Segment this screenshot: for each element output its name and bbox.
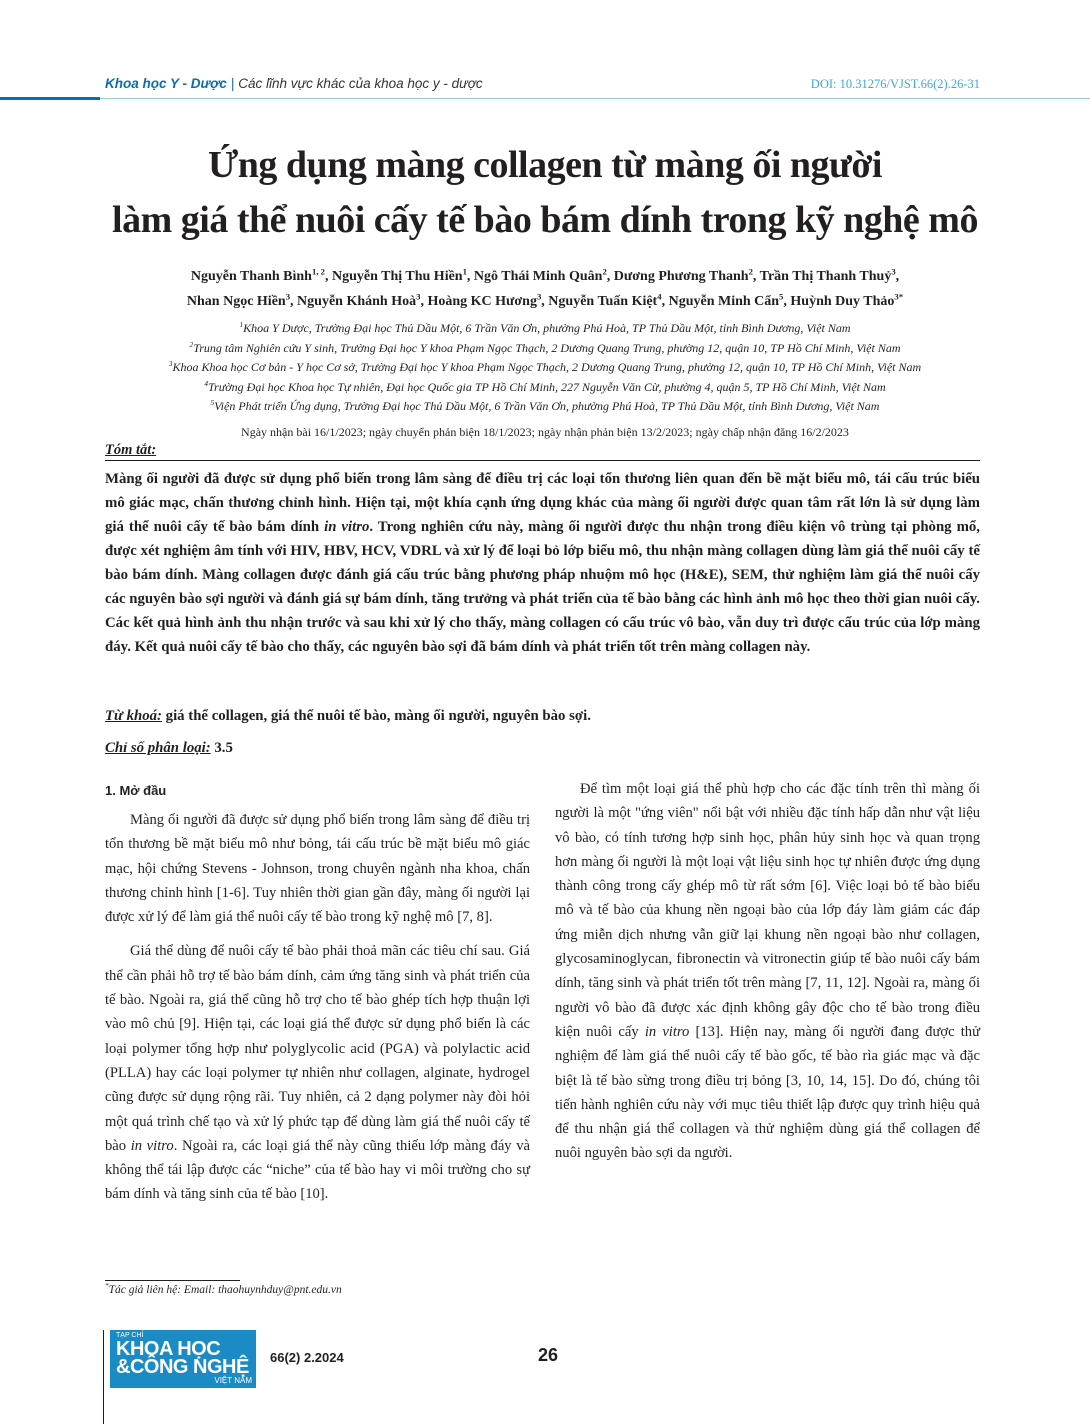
affiliation <box>60 319 1030 339</box>
keywords-text: giá thể collagen, giá thể nuôi tế bào, màng ối người, nguyên bào sợi. <box>165 708 591 724</box>
author-sup: 3 <box>285 291 291 302</box>
title-line-1: Ứng dụng màng collagen từ màng ối người <box>208 144 882 186</box>
affiliation-sup: 4 <box>204 378 209 388</box>
affiliation-list <box>60 319 1030 417</box>
abstract-text-part: . Trong nghiên cứu này, màng ối người được thu nhận trong điều kiện vô trùng tại phòng mổ, được xét nghiệm âm tính với HIV, HBV, HCV, VDRL và xử lý để loại bỏ lớp biểu mô, thu nhận màng collagen dùng làm giá thể nuôi cấy tế bào bám dính. Màng collagen được đánh giá cấu trúc bằng phương pháp nhuộm mô học (H&E), SEM, thử nghiệm làm giá thể nuôi cấy các nguyên bào sợi người và đánh giá sự bám dính, tăng trưởng và phát triển của tế bào bằng các hình ảnh mô học theo thời gian nuôi cấy. Các kết quả hình ảnh thu nhận trước và sau khi xử lý cho thấy, màng collagen có cấu trúc vô bào, vẫn duy trì được cấu trúc của lớp màng đáy. Kết quả nuôi cấy tế bào cho thấy, các nguyên bào sợi đã bám dính và phát triển tốt trên màng collagen này. <box>105 519 980 655</box>
author-sup: 2 <box>602 266 607 277</box>
author-sup: 3 <box>891 266 896 277</box>
paragraph-text: Giá thể dùng để nuôi cấy tế bào phải thoả mãn các tiêu chí sau. Giá thể cần phải hỗ trợ tế bào bám dính, cảm ứng tăng sinh và phát triển của tế bào. Ngoài ra, giá thể cũng hỗ trợ cho tế bào ghép tích hợp thuận lợi vào mô chủ [9]. Hiện tại, các loại giá thể được sử dụng phổ biến là các loại polymer tổng hợp như polyglycolic acid (PGA) và polylactic acid (PLLA) hay các loại polymer tự nhiên như collagen, alginate, hydrogel cũng được sử dụng rộng rãi. Tuy nhiên, cả 2 dạng polymer này đòi hỏi một quá trình chế tạo và xử lý phức tạp để dùng làm giá thể nuôi cấy tế bào <box>105 943 530 1154</box>
author-sup: 1 <box>462 266 467 277</box>
author-sup: 3* <box>894 291 904 302</box>
body-column-left <box>105 808 530 1217</box>
body-paragraph: Màng ối người đã được sử dụng phổ biến trong lâm sàng để điều trị tổn thương bề mặt biểu mô như bỏng, tái cấu trúc bề mặt biểu mô giác mạc, hội chứng Stevens - Johnson, trong chuyên ngành nha khoa, chấn thương chỉnh hình [1-6]. Tuy nhiên thời gian gần đây, màng ối người lại được xử lý để làm giá thể nuôi cấy tế bào trong kỹ nghệ mô [7, 8]. <box>105 812 530 926</box>
affiliation <box>60 378 1030 398</box>
author-line-1: Nguyễn Thanh Bình$^{1, 2}$, Nguyễn Thị Thu Hiền$^1$, Ngô Thái Minh Quân$^2$, Dương Phương Thanh$^2$, Trần Thị Thanh Thuỷ$^3$, <box>190 266 900 284</box>
affiliation <box>60 397 1030 417</box>
footnote-rule <box>105 1280 240 1281</box>
author-sup: 3 <box>416 291 421 302</box>
header-journal-section: Khoa học Y - Dược <box>105 76 227 91</box>
author: Nguyễn Thanh Bình <box>190 269 312 284</box>
journal-logo <box>110 1330 256 1388</box>
author: Nguyễn Tuấn Kiệt <box>548 294 658 309</box>
page-number: 26 <box>538 1345 559 1365</box>
affiliation-text: Khoa Khoa học Cơ bản - Y học Cơ sở, Trường Đại học Y khoa Phạm Ngọc Thạch, 2 Dương Quang Trung, phường 12, quận 10, TP Hồ Chí Minh, Việt Nam <box>172 360 922 374</box>
author: Nhan Ngọc Hiền <box>186 294 286 309</box>
section-heading: 1. Mở đầu <box>105 783 167 798</box>
paragraph-italic: in vitro <box>644 1023 690 1040</box>
logo-line-1: KHOA HỌC <box>116 1338 221 1360</box>
author: Huỳnh Duy Thảo <box>790 294 895 309</box>
author: Nguyễn Khánh Hoà <box>297 294 417 309</box>
received-dates: Ngày nhận bài 16/1/2023; ngày chuyển phản biện 18/1/2023; ngày nhận phản biện 13/2/2023; ngày chấp nhận đăng 16/2/2023 <box>241 425 849 439</box>
author: Nguyễn Minh Cẩn <box>668 294 780 309</box>
affiliation-sup: 2 <box>189 339 194 349</box>
abstract-text-part: Màng ối người đã được sử dụng phổ biến trong lâm sàng để điều trị các loại tổn thương liên quan đến bề mặt biểu mô, tái cấu trúc biểu mô giác mạc, chấn thương chỉnh hình. Hiện tại, một khía cạnh ứng dụng khác của màng ối người được quan tâm rất lớn là sử dụng làm giá thể nuôi cấy tế bào bám dính <box>105 471 980 535</box>
affiliation-text: Trung tâm Nghiên cứu Y sinh, Trường Đại học Y khoa Phạm Ngọc Thạch, 2 Dương Quang Trung, phường 12, quận 10, TP Hồ Chí Minh, Việt Nam <box>193 340 901 355</box>
doi-link[interactable]: DOI: 10.31276/VJST.66(2).26-31 <box>810 77 980 91</box>
author: Nguyễn Thị Thu Hiền <box>331 269 463 284</box>
affiliation-sup: 5 <box>210 398 215 407</box>
header-separator: | <box>230 76 235 91</box>
header-section <box>105 76 483 91</box>
author: Ngô Thái Minh Quân <box>473 269 603 284</box>
header-subsection: Các lĩnh vực khác của khoa học y - dược <box>238 76 483 91</box>
logo-country: VIỆT NAM <box>214 1376 252 1385</box>
affiliation-text: Trường Đại học Khoa học Tự nhiên, Đại học Quốc gia TP Hồ Chí Minh, 227 Nguyễn Văn Cừ, phường 4, quận 5, TP Hồ Chí Minh, Việt Nam <box>208 379 886 394</box>
affiliation-text: Khoa Y Dược, Trường Đại học Thủ Dầu Một, 6 Trần Văn Ơn, phường Phú Hoà, TP Thủ Dầu Một, tỉnh Bình Dương, Việt Nam <box>243 321 851 335</box>
abstract-text <box>105 467 980 659</box>
keywords-label: Từ khoá: <box>105 708 162 724</box>
footnote-text: Tác giả liên hệ: Email: thaohuynhduy@pnt.edu.vn <box>108 1284 342 1296</box>
affiliation-text: Viện Phát triển Ứng dụng, Trường Đại học Thủ Dầu Một, 6 Trần Văn Ơn, phường Phú Hoà, TP Thủ Dầu Một, tỉnh Bình Dương, Việt Nam <box>214 399 880 413</box>
author-sup: 2 <box>748 266 753 277</box>
keywords <box>105 708 980 725</box>
abstract-label: Tóm tắt: <box>105 442 157 458</box>
article-title <box>60 138 1030 248</box>
abstract-rule <box>105 460 980 461</box>
author-sup: 3 <box>536 291 542 302</box>
author: Trần Thị Thanh Thuỷ <box>759 269 892 284</box>
body-paragraph <box>555 777 980 1166</box>
affiliation <box>60 358 1030 378</box>
running-header <box>105 76 980 96</box>
paragraph-text: Để tìm một loại giá thể phù hợp cho các đặc tính trên thì màng ối người là một "ứng viên" nổi bật với nhiều đặc tính hấp dẫn như vật liệu vô bào, có tính tương hợp sinh học, phân hủy sinh học và quan trọng hơn màng ối người là một loại vật liệu sinh học tự nhiên được ứng dụng thành công trong cấy ghép mô từ rất sớm [6]. Việc loại bỏ tế bào biểu mô và tế bào của khung nền ngoại bào của lớp đáy làm giảm các đáp ứng miễn dịch nhưng vẫn giữ lại khung nền ngoại bào như collagen, glycosaminoglycan, fibronectin và vitronectin giúp tế bào nuôi cấy bám dính, tăng sinh và phát triển tốt trên màng [7, 11, 12]. Ngoài ra, màng ối người vô bào đã được xác định không gây độc cho tế bào trong điều kiện nuôi cấy <box>555 781 980 1040</box>
affiliation <box>60 339 1030 359</box>
paragraph-italic: in vitro <box>130 1137 174 1154</box>
title-line-2: làm giá thể nuôi cấy tế bào bám dính trong kỹ nghệ mô <box>112 199 978 241</box>
logo-small-text: TẠP CHÍ <box>116 1332 144 1339</box>
issue-number: 66(2) 2.2024 <box>270 1350 344 1365</box>
author-sup: 1, 2 <box>311 266 325 277</box>
classification <box>105 740 233 757</box>
author: Hoàng KC Hương <box>427 294 537 309</box>
author-line-2: Nhan Ngọc Hiền$^3$, Nguyễn Khánh Hoà$^3$, Hoàng KC Hương$^3$, Nguyễn Tuấn Kiệt$^4$, Nguyễn Minh Cẩn$^5$, Huỳnh Duy Thảo$^{3*}$ <box>186 291 904 309</box>
body-paragraph <box>105 939 530 1206</box>
paragraph-text: . Ngoài ra, các loại giá thể này cũng thiếu lớp màng đáy và không thể tái lập được các “niche” của tế bào hay vi môi trường cho sự bám dính và tăng sinh của tế bào [10]. <box>105 1137 530 1203</box>
classification-value: 3.5 <box>214 740 233 756</box>
paragraph-text: [13]. Hiện nay, màng ối người đang được thử nghiệm để làm giá thể nuôi cấy tế bào gốc, tế bào rìa giác mạc và đặc biệt là tế bào sừng trong điều trị bỏng [3, 10, 14, 15]. Do đó, chúng tôi tiến hành nghiên cứu này với mục tiêu thiết lập được quy trình hiệu quả để thu nhận giá thể collagen và thử nghiệm dùng giá thể collagen để nuôi nguyên bào sợi da người. <box>555 1023 980 1162</box>
author: Dương Phương Thanh <box>613 269 749 284</box>
body-column-right <box>555 777 980 1176</box>
footer-rule <box>103 1330 104 1424</box>
abstract-italic: in vitro <box>324 519 370 535</box>
author-sup: 5 <box>779 291 784 302</box>
affiliation-sup: 3 <box>168 359 173 368</box>
affiliation-sup: 1 <box>239 320 244 329</box>
header-rule <box>0 97 1090 100</box>
footnote <box>105 1284 342 1296</box>
logo-line-2: &CÔNG NGHỆ <box>116 1356 249 1378</box>
author-sup: 4 <box>657 291 662 302</box>
classification-label: Chỉ số phân loại: <box>105 740 211 756</box>
author-list <box>60 264 1030 314</box>
footnote-mark: * <box>105 1282 109 1291</box>
